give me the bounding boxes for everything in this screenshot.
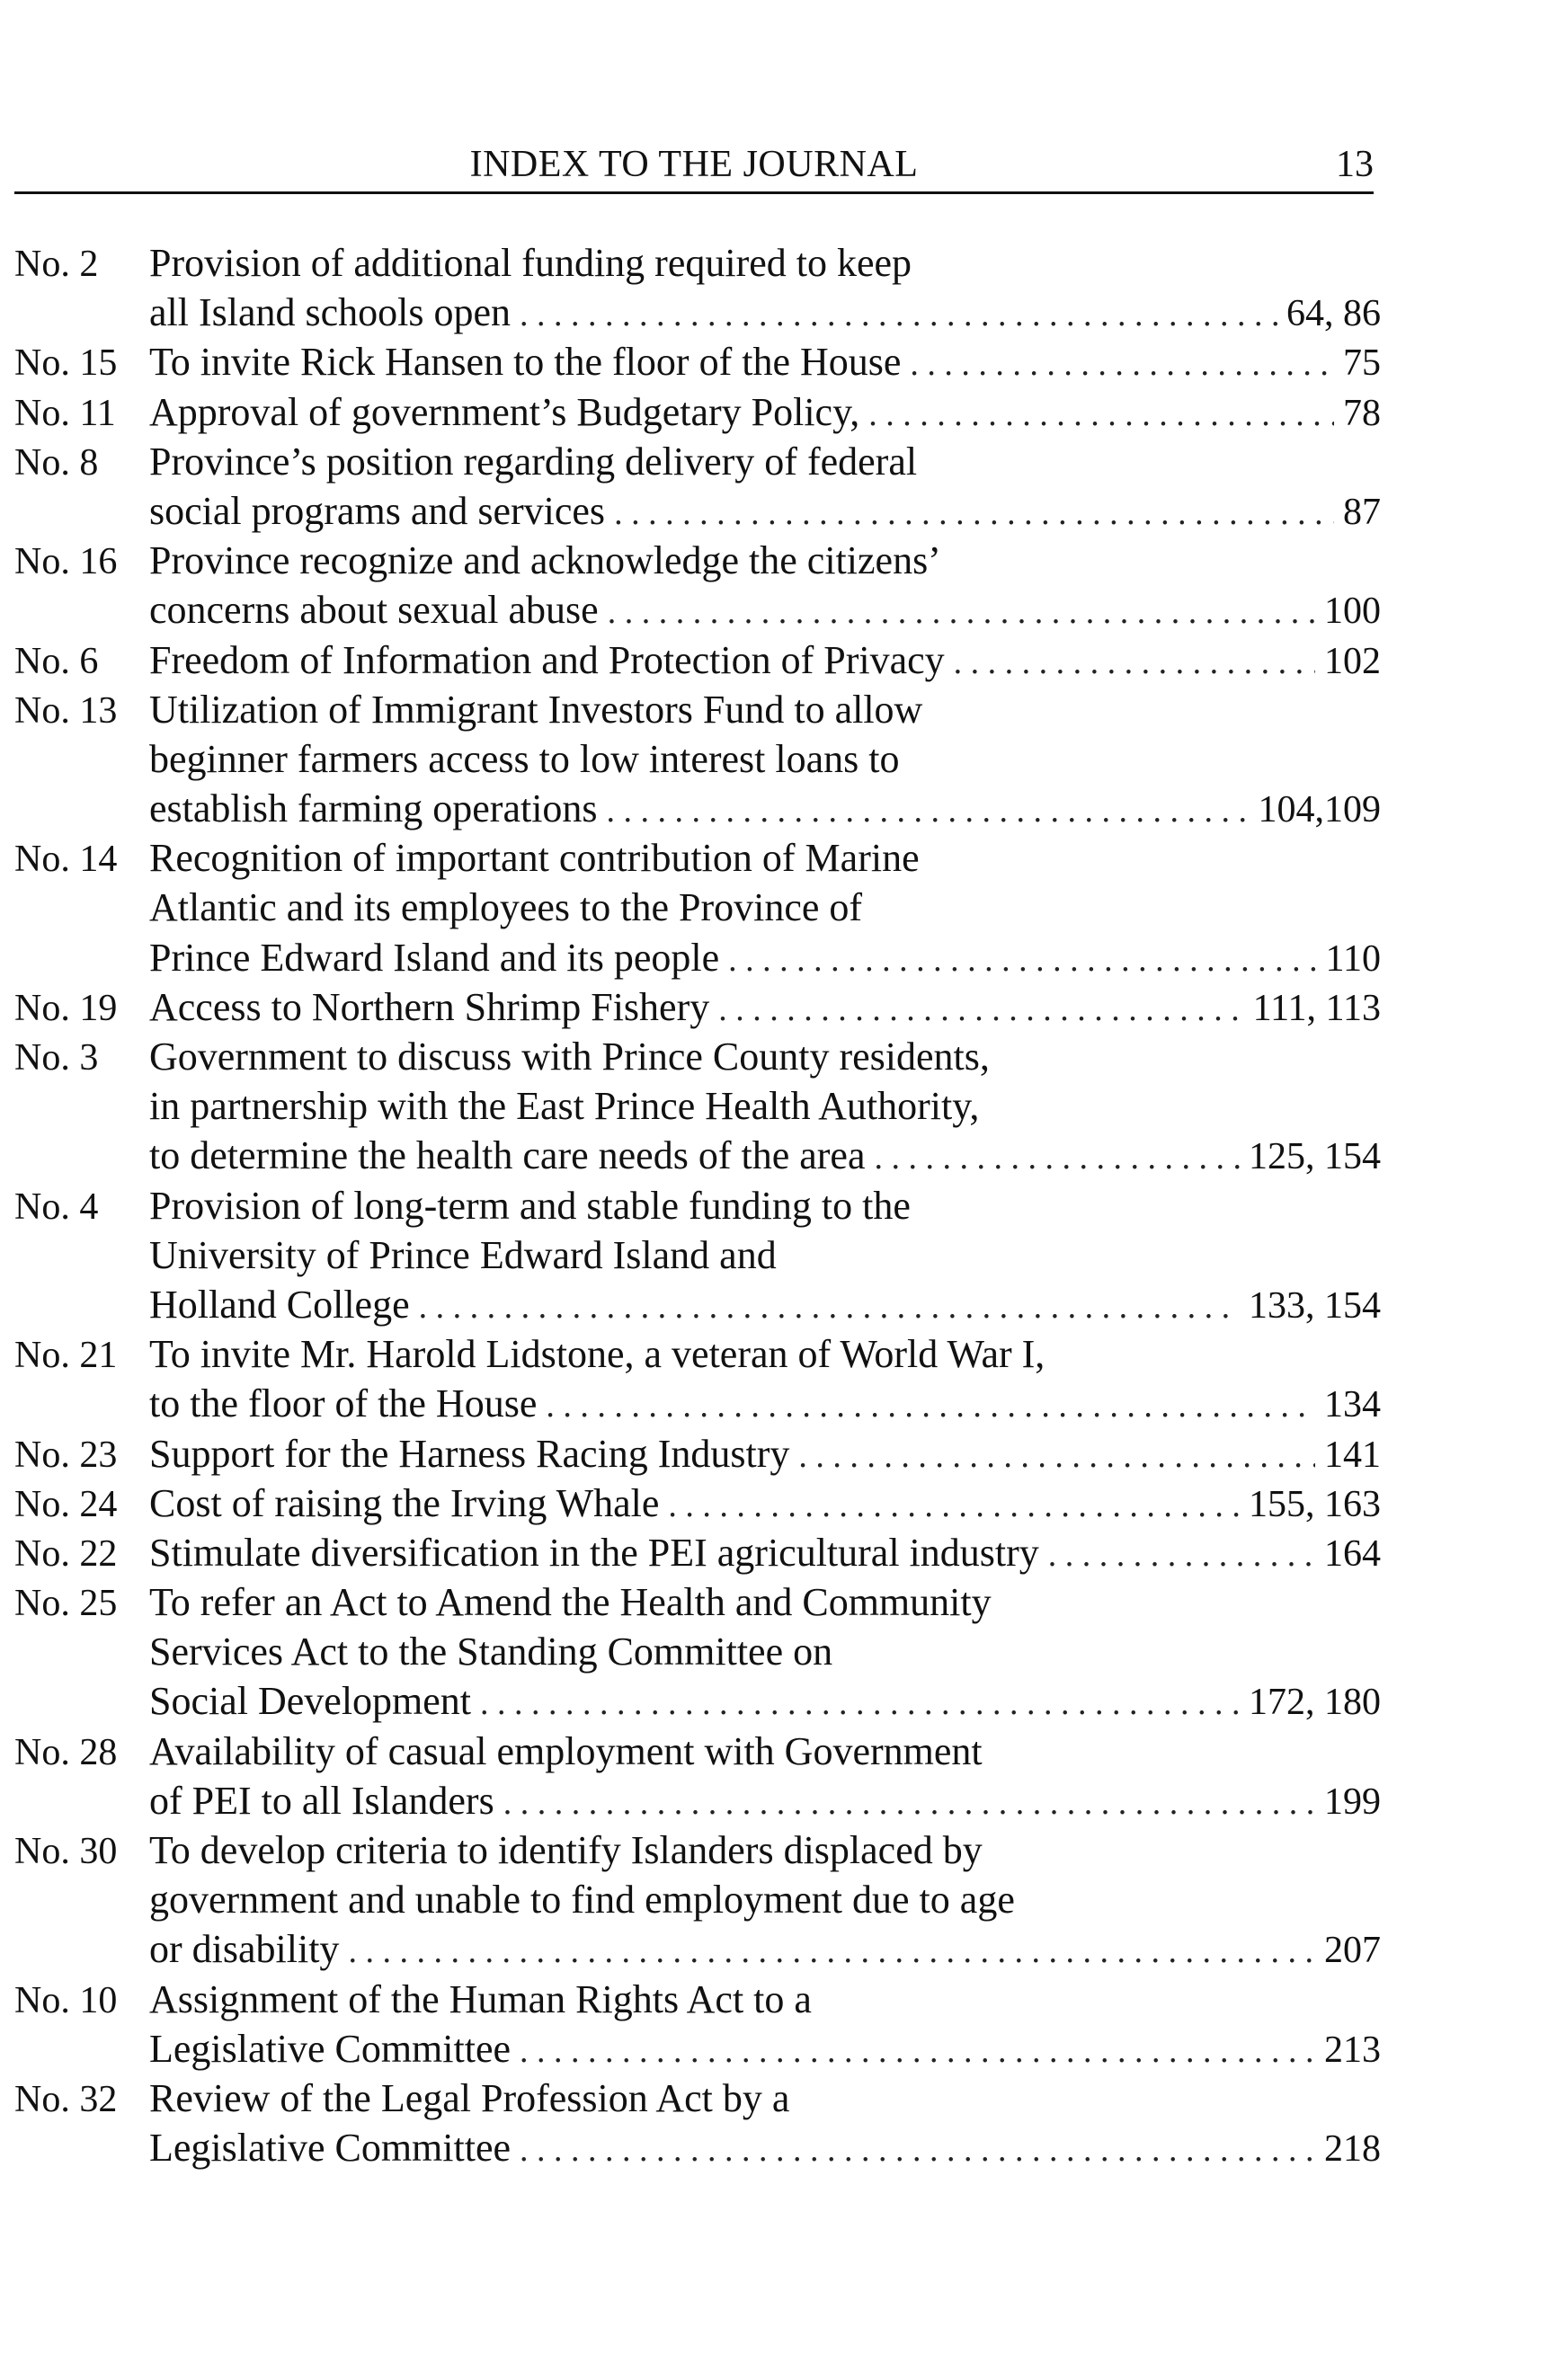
- entry-line: [14, 337, 1381, 386]
- entry-line: [14, 585, 1381, 635]
- entry-number: No. 14: [14, 839, 118, 881]
- entry-line: [14, 2024, 1381, 2074]
- entry-pages: 134: [1324, 1384, 1381, 1426]
- entry-number: No. 16: [14, 541, 118, 583]
- index-entry: [14, 1479, 1381, 1528]
- entry-pages: 78: [1343, 392, 1381, 434]
- index-entry: [14, 1181, 1381, 1330]
- entry-pages: 111, 113: [1252, 987, 1381, 1029]
- dot-leader: [503, 1779, 1315, 1828]
- entry-line: [14, 1379, 1381, 1428]
- entry-text: Provision of long-term and stable funding to the: [149, 1183, 911, 1228]
- entry-text: Atlantic and its employees to the Province of: [149, 885, 863, 930]
- entry-text: Province’s position regarding delivery of federal: [149, 439, 918, 484]
- index-entry: [14, 238, 1381, 337]
- entry-text: Utilization of Immigrant Investors Fund to allow: [149, 687, 923, 732]
- entry-text: government and unable to find employment due to age: [149, 1878, 1015, 1923]
- index-entry: [14, 1528, 1381, 1577]
- dot-leader: [910, 340, 1334, 389]
- entry-pages: 100: [1324, 591, 1381, 633]
- entry-line: [14, 2123, 1381, 2172]
- dot-leader: [520, 290, 1277, 340]
- entry-line: [14, 1577, 1381, 1627]
- entry-text: in partnership with the East Prince Health Authority,: [149, 1084, 980, 1129]
- entry-text: Assignment of the Human Rights Act to a: [149, 1976, 812, 2021]
- entry-text: to determine the health care needs of the area: [149, 1133, 866, 1178]
- dot-leader: [546, 1381, 1315, 1431]
- entry-text: Access to Northern Shrimp Fishery: [149, 984, 710, 1029]
- entry-pages: 64, 86: [1286, 293, 1381, 335]
- entry-number: No. 6: [14, 640, 99, 682]
- entry-line: [14, 1875, 1381, 1924]
- entry-line: [14, 2074, 1381, 2123]
- entry-text: Recognition of important contribution of Marine: [149, 836, 920, 881]
- dot-leader: [520, 2126, 1315, 2175]
- index-entry: [14, 1727, 1381, 1825]
- entry-text: To refer an Act to Amend the Health and Community: [149, 1580, 992, 1625]
- entry-text: all Island schools open: [149, 290, 512, 335]
- entry-text: Services Act to the Standing Committee on: [149, 1630, 833, 1674]
- entry-line: [14, 1776, 1381, 1825]
- entry-pages: 110: [1325, 937, 1381, 980]
- entry-text: Social Development: [149, 1679, 472, 1724]
- entry-text: establish farming operations: [149, 786, 598, 831]
- entry-number: No. 25: [14, 1583, 118, 1625]
- dot-leader: [608, 588, 1315, 637]
- entry-line: [14, 784, 1381, 833]
- entry-text: Holland College: [149, 1282, 410, 1327]
- entry-text: Review of the Legal Profession Act by a: [149, 2075, 790, 2120]
- entry-text: To invite Mr. Harold Lidstone, a veteran of World War I,: [149, 1332, 1045, 1377]
- entry-number: No. 2: [14, 244, 99, 285]
- entry-text: Government to discuss with Prince County residents,: [149, 1035, 990, 1079]
- index-entry: [14, 685, 1381, 834]
- entry-text: Cost of raising the Irving Whale: [149, 1480, 660, 1525]
- entry-pages: 141: [1324, 1434, 1381, 1476]
- entry-number: No. 4: [14, 1186, 99, 1228]
- index-entry: [14, 1577, 1381, 1727]
- entry-line: [14, 1032, 1381, 1081]
- entry-number: No. 3: [14, 1037, 99, 1079]
- dot-leader: [607, 786, 1250, 836]
- entry-number: No. 13: [14, 689, 118, 732]
- index-entry: [14, 635, 1381, 685]
- index-entry: [14, 337, 1381, 386]
- entry-pages: 164: [1324, 1532, 1381, 1575]
- entry-line: [14, 1975, 1381, 2024]
- entry-pages: 87: [1343, 491, 1381, 533]
- entry-line: [14, 1280, 1381, 1329]
- entry-pages: 218: [1324, 2128, 1381, 2171]
- entry-text: Provision of additional funding required to keep: [149, 241, 912, 285]
- dot-leader: [419, 1283, 1240, 1332]
- entry-number: No. 15: [14, 342, 118, 385]
- entry-text: To develop criteria to identify Islanders displaced by: [149, 1828, 983, 1872]
- entry-line: [14, 1230, 1381, 1280]
- entry-pages: 104,109: [1258, 789, 1381, 831]
- entry-pages: 207: [1324, 1930, 1381, 1972]
- entry-number: No. 19: [14, 987, 118, 1029]
- index-entry: [14, 536, 1381, 635]
- entry-pages: 75: [1343, 342, 1381, 385]
- entry-line: [14, 982, 1381, 1032]
- index-entry: [14, 1329, 1381, 1428]
- entry-text: beginner farmers access to low interest loans to: [149, 736, 900, 781]
- entry-number: No. 32: [14, 2078, 118, 2120]
- entry-pages: 213: [1324, 2029, 1381, 2071]
- entry-line: [14, 1429, 1381, 1479]
- entry-line: [14, 1924, 1381, 1974]
- index-entry: [14, 982, 1381, 1032]
- entry-line: [14, 933, 1381, 982]
- index-entry: [14, 2074, 1381, 2172]
- dot-leader: [1048, 1531, 1315, 1580]
- entry-number: No. 8: [14, 441, 99, 484]
- entry-text: Prince Edward Island and its people: [149, 935, 720, 980]
- page-header: [14, 138, 1374, 194]
- entry-text: social programs and services: [149, 488, 606, 533]
- entry-line: [14, 387, 1381, 437]
- entry-line: [14, 1627, 1381, 1676]
- dot-leader: [798, 1432, 1315, 1481]
- entry-line: [14, 685, 1381, 734]
- index-entry: [14, 1825, 1381, 1975]
- entry-pages: 199: [1324, 1781, 1381, 1823]
- entry-number: No. 23: [14, 1434, 118, 1476]
- entry-line: [14, 1479, 1381, 1528]
- entry-pages: 155, 163: [1249, 1483, 1381, 1525]
- entry-text: Freedom of Information and Protection of Privacy: [149, 637, 945, 682]
- entry-line: [14, 288, 1381, 337]
- entry-text: Legislative Committee: [149, 2126, 512, 2171]
- dot-leader: [614, 489, 1334, 538]
- entry-line: [14, 1825, 1381, 1875]
- entry-pages: 102: [1324, 640, 1381, 682]
- entry-number: No. 11: [14, 392, 116, 434]
- index-entry: [14, 1975, 1381, 2074]
- entry-pages: 172, 180: [1249, 1682, 1381, 1724]
- entry-text: Approval of government’s Budgetary Policy,: [149, 389, 860, 434]
- entry-number: No. 21: [14, 1335, 118, 1377]
- entry-text: concerns about sexual abuse: [149, 588, 599, 633]
- entry-line: [14, 486, 1381, 536]
- index-entry: [14, 833, 1381, 982]
- entry-number: No. 22: [14, 1532, 118, 1575]
- entry-line: [14, 1528, 1381, 1577]
- entry-text: To invite Rick Hansen to the floor of the House: [149, 340, 902, 385]
- dot-leader: [718, 985, 1243, 1035]
- index-entries-list: [14, 238, 1381, 2172]
- entry-text: University of Prince Edward Island and: [149, 1232, 777, 1277]
- entry-text: Support for the Harness Racing Industry: [149, 1431, 790, 1476]
- entry-line: [14, 238, 1381, 288]
- index-entry: [14, 1032, 1381, 1181]
- dot-leader: [874, 1133, 1240, 1183]
- entry-line: [14, 1676, 1381, 1726]
- entry-pages: 125, 154: [1249, 1136, 1381, 1178]
- entry-line: [14, 437, 1381, 486]
- entry-number: No. 24: [14, 1483, 118, 1525]
- entry-text: Stimulate diversification in the PEI agricultural industry: [149, 1530, 1039, 1575]
- entry-text: of PEI to all Islanders: [149, 1778, 494, 1823]
- index-entry: [14, 1429, 1381, 1479]
- entry-text: Legislative Committee: [149, 2026, 512, 2071]
- index-entry: [14, 387, 1381, 437]
- entry-number: No. 10: [14, 1979, 118, 2021]
- dot-leader: [520, 2027, 1315, 2076]
- entry-text: Province recognize and acknowledge the citizens’: [149, 538, 941, 583]
- entry-line: [14, 883, 1381, 932]
- entry-line: [14, 635, 1381, 685]
- entry-text: to the floor of the House: [149, 1381, 538, 1426]
- entry-line: [14, 1131, 1381, 1180]
- dot-leader: [728, 936, 1316, 985]
- dot-leader: [348, 1927, 1315, 1976]
- dot-leader: [668, 1481, 1240, 1531]
- dot-leader: [954, 638, 1315, 688]
- entry-line: [14, 734, 1381, 784]
- entry-line: [14, 833, 1381, 883]
- page-title: INDEX TO THE JOURNAL: [469, 144, 919, 185]
- dot-leader: [480, 1679, 1240, 1728]
- entry-text: Availability of casual employment with Government: [149, 1728, 983, 1773]
- entry-line: [14, 1181, 1381, 1230]
- entry-number: No. 30: [14, 1831, 118, 1872]
- entry-text: or disability: [149, 1927, 340, 1972]
- entry-line: [14, 536, 1381, 585]
- entry-line: [14, 1727, 1381, 1776]
- page-number: 13: [1336, 144, 1374, 185]
- entry-number: No. 28: [14, 1731, 118, 1773]
- dot-leader: [868, 390, 1334, 440]
- entry-line: [14, 1329, 1381, 1379]
- index-entry: [14, 437, 1381, 536]
- entry-line: [14, 1081, 1381, 1131]
- entry-pages: 133, 154: [1249, 1284, 1381, 1327]
